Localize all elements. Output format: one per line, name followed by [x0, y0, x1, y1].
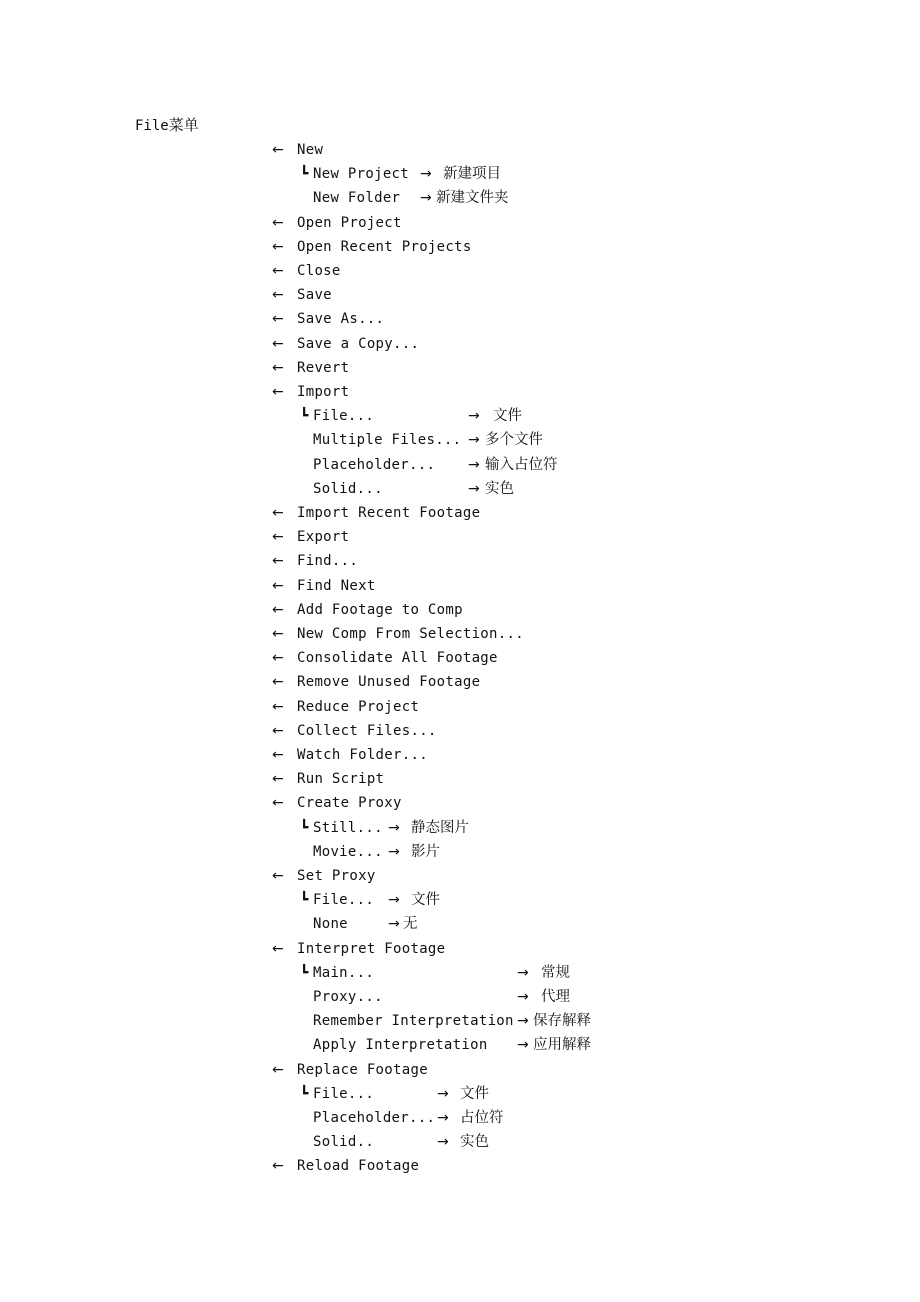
menu-item-en: Consolidate All Footage — [297, 650, 498, 667]
left-arrow-icon: ← — [272, 529, 284, 546]
submenu-item-en: Remember Interpretation — [313, 1013, 514, 1030]
submenu-item-en: Multiple Files... — [313, 432, 462, 449]
left-arrow-icon: ← — [272, 940, 284, 957]
submenu-item-en: Apply Interpretation — [313, 1037, 488, 1054]
right-arrow-icon: → — [437, 1085, 449, 1102]
left-arrow-icon: ← — [272, 238, 284, 255]
left-arrow-icon: ← — [272, 287, 284, 304]
submenu-item-zh: 实色 — [460, 1134, 489, 1151]
right-arrow-icon: → — [388, 916, 400, 933]
right-arrow-icon: → — [468, 480, 480, 497]
submenu-item-en: None — [313, 916, 348, 933]
tree-branch-icon: ┗ — [300, 166, 309, 183]
right-arrow-icon: → — [517, 989, 529, 1005]
menu-item-en: New — [297, 142, 324, 158]
tree-branch-icon: ┗ — [300, 408, 309, 425]
submenu-item-en: Placeholder... — [313, 456, 436, 473]
tree-branch-icon: ┗ — [300, 1085, 309, 1102]
right-arrow-icon: → — [388, 892, 400, 909]
submenu-item-en: Still... — [313, 819, 383, 836]
right-arrow-icon: → — [437, 1110, 449, 1126]
submenu-item-zh: 代理 — [541, 989, 570, 1005]
right-arrow-icon: → — [517, 964, 529, 981]
menu-item-en: Open Project — [297, 214, 402, 231]
submenu-item-en: File... — [313, 892, 375, 909]
menu-item-en: Save As... — [297, 311, 385, 328]
submenu-item-zh: 静态图片 — [411, 819, 469, 836]
left-arrow-icon: ← — [272, 505, 284, 521]
menu-item-en: Find Next — [297, 577, 376, 594]
left-arrow-icon: ← — [272, 747, 284, 763]
left-arrow-icon: ← — [272, 359, 284, 376]
submenu-item-zh: 应用解释 — [533, 1037, 591, 1054]
menu-item-en: Interpret Footage — [297, 940, 446, 957]
menu-item-en: Reduce Project — [297, 698, 420, 715]
left-arrow-icon: ← — [272, 771, 284, 788]
menu-item-en: Find... — [297, 553, 359, 570]
menu-item-en: Watch Folder... — [297, 747, 428, 763]
title-zh: 菜单 — [168, 116, 199, 134]
left-arrow-icon: ← — [272, 214, 284, 231]
menu-item-en: Add Footage to Comp — [297, 601, 463, 618]
menu-item-en: Open Recent Projects — [297, 238, 472, 255]
menu-item-en: Remove Unused Footage — [297, 674, 481, 691]
submenu-item-en: New Project — [313, 166, 410, 183]
left-arrow-icon: ← — [272, 142, 284, 158]
submenu-item-en: File... — [313, 1085, 375, 1102]
menu-item-en: Save a Copy... — [297, 335, 420, 352]
menu-item-en: Run Script — [297, 771, 385, 788]
left-arrow-icon: ← — [272, 626, 284, 642]
submenu-item-zh: 无 — [403, 916, 418, 933]
document-title — [135, 114, 199, 135]
menu-item-en: Export — [297, 529, 350, 546]
left-arrow-icon: ← — [272, 795, 284, 812]
left-arrow-icon: ← — [272, 868, 284, 884]
submenu-item-zh: 多个文件 — [485, 432, 543, 449]
right-arrow-icon: → — [420, 166, 432, 183]
submenu-item-zh: 影片 — [411, 843, 440, 860]
right-arrow-icon: → — [388, 819, 400, 836]
left-arrow-icon: ← — [272, 1061, 284, 1078]
menu-item-en: Create Proxy — [297, 795, 402, 812]
left-arrow-icon: ← — [272, 577, 284, 594]
left-arrow-icon: ← — [272, 311, 284, 328]
left-arrow-icon: ← — [272, 722, 284, 739]
submenu-item-en: Main... — [313, 964, 375, 981]
left-arrow-icon: ← — [272, 335, 284, 352]
submenu-item-zh: 保存解释 — [533, 1013, 591, 1030]
tree-branch-icon: ┗ — [300, 819, 309, 836]
right-arrow-icon: → — [468, 432, 480, 449]
menu-item-en: Collect Files... — [297, 722, 437, 739]
menu-item-en: Import Recent Footage — [297, 505, 481, 521]
submenu-item-en: Solid... — [313, 480, 383, 497]
submenu-item-zh: 新建项目 — [443, 166, 501, 183]
menu-item-en: Save — [297, 287, 332, 304]
menu-item-en: Import — [297, 384, 350, 400]
right-arrow-icon: → — [517, 1037, 529, 1054]
menu-item-en: Revert — [297, 359, 350, 376]
submenu-item-zh: 新建文件夹 — [436, 190, 509, 207]
left-arrow-icon: ← — [272, 263, 284, 279]
left-arrow-icon: ← — [272, 674, 284, 691]
submenu-item-zh: 文件 — [411, 892, 440, 909]
title-en: File — [135, 118, 169, 134]
submenu-item-en: New Folder — [313, 190, 401, 207]
submenu-item-zh: 文件 — [460, 1085, 489, 1102]
submenu-item-zh: 文件 — [493, 408, 522, 425]
right-arrow-icon: → — [420, 190, 432, 207]
submenu-item-zh: 常规 — [541, 964, 570, 981]
submenu-item-en: Proxy... — [313, 989, 383, 1005]
tree-branch-icon: ┗ — [300, 964, 309, 981]
submenu-item-en: Placeholder... — [313, 1110, 436, 1126]
left-arrow-icon: ← — [272, 601, 284, 618]
tree-branch-icon: ┗ — [300, 892, 309, 909]
right-arrow-icon: → — [468, 408, 480, 425]
right-arrow-icon: → — [468, 456, 480, 473]
submenu-item-en: Solid.. — [313, 1134, 375, 1151]
left-arrow-icon: ← — [272, 553, 284, 570]
right-arrow-icon: → — [437, 1134, 449, 1151]
left-arrow-icon: ← — [272, 698, 284, 715]
menu-item-en: New Comp From Selection... — [297, 626, 524, 642]
left-arrow-icon: ← — [272, 384, 284, 400]
right-arrow-icon: → — [517, 1013, 529, 1030]
menu-item-en: Reload Footage — [297, 1158, 420, 1175]
left-arrow-icon: ← — [272, 1158, 284, 1175]
submenu-item-en: Movie... — [313, 843, 383, 860]
menu-item-en: Replace Footage — [297, 1061, 428, 1078]
submenu-item-en: File... — [313, 408, 375, 425]
left-arrow-icon: ← — [272, 650, 284, 667]
submenu-item-zh: 占位符 — [460, 1110, 504, 1126]
menu-item-en: Set Proxy — [297, 868, 376, 884]
submenu-item-zh: 输入占位符 — [485, 456, 558, 473]
menu-item-en: Close — [297, 263, 341, 279]
right-arrow-icon: → — [388, 843, 400, 860]
submenu-item-zh: 实色 — [485, 480, 514, 497]
